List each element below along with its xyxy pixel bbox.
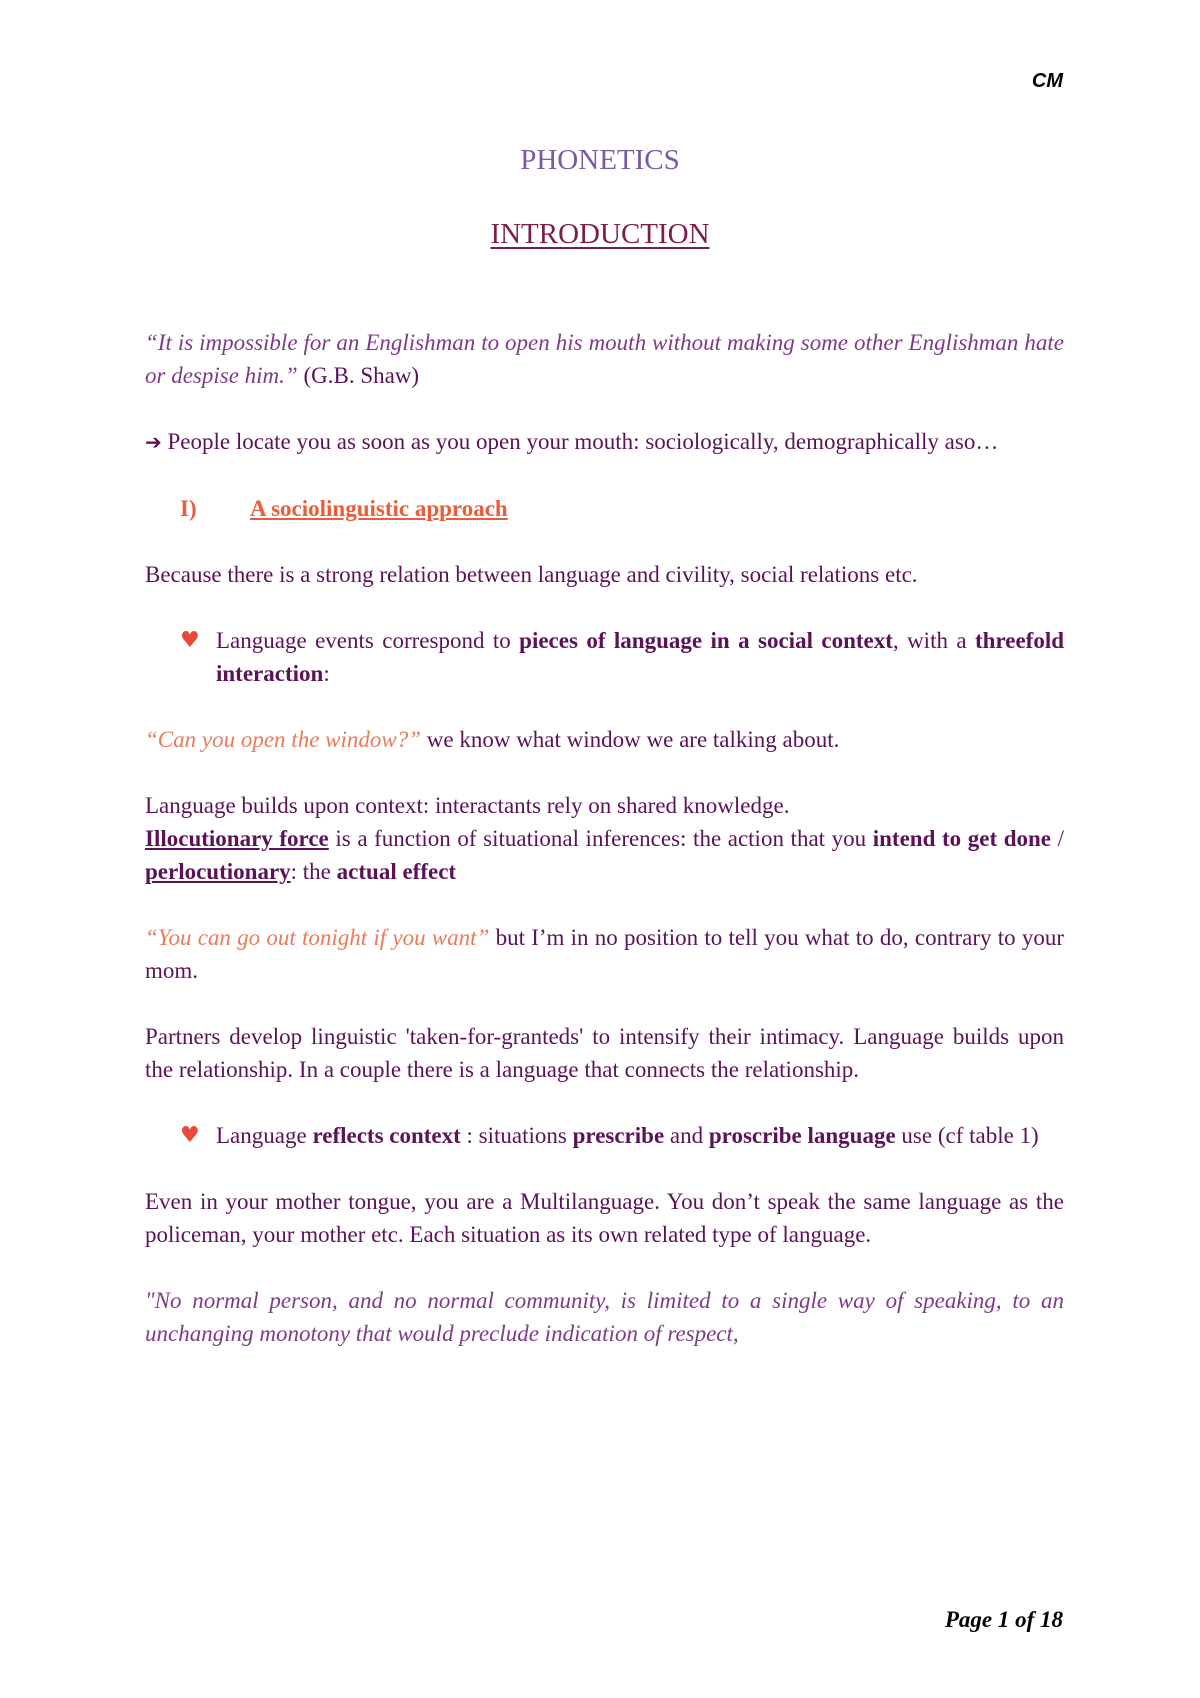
paragraph-civility: Because there is a strong relation between language and civility, social relations etc. [145,562,918,587]
bullet-reflects-context [180,1119,1064,1152]
page-number: Page 1 of 18 [944,1607,1063,1632]
point-people-locate-text: People locate you as soon as you open your mouth: sociologically, demographically aso… [161,429,999,454]
example-go-out-text: but I’m in no position to tell you what to do, contrary to your mom. [145,925,1064,983]
point-people-locate [145,425,1064,459]
example-go-out [145,921,1064,987]
example-go-out-quote: “You can go out tonight if you want” [145,925,490,950]
page-subtitle: INTRODUCTION [490,218,710,250]
paragraph-multilanguage: Even in your mother tongue, you are a Multilanguage. You don’t speak the same language as the policeman, your mother etc. Each situation as its own related type of language. [145,1189,1064,1247]
example-window-quote: “Can you open the window?” [145,727,422,752]
term-illocutionary: Illocutionary force [145,826,329,851]
shaw-quote [145,326,1064,392]
paragraph-illocutionary: Illocutionary force is a function of situational inferences: the action that you intend to get done / perlocutionary: the actual effect [145,826,1065,884]
section-title: A sociolinguistic approach [250,496,508,521]
bullet-reflects-context-text: Language reflects context : situations prescribe and proscribe language use (cf table 1) [216,1123,1039,1148]
arrow-right-icon: ➔ [145,430,162,454]
term-perlocutionary: perlocutionary [145,859,291,884]
section-heading [145,492,1064,525]
example-window-text: we know what window we are talking about. [421,727,840,752]
bullet-language-events [180,624,1064,690]
quote-normal-person: "No normal person, and no normal community, is limited to a single way of speaking, to an unchanging monotony that would preclude indication of respect, [145,1288,1064,1346]
heart-icon: ♥ [180,1123,200,1148]
paragraph-partners: Partners develop linguistic 'taken-for-granteds' to intensify their intimacy. Language builds upon the relationship. In a couple there is a language that connects the relationship. [145,1024,1064,1082]
header-initials: CM [1031,70,1063,92]
shaw-quote-text: “It is impossible for an Englishman to open his mouth without making some other Englishman hate or despise him.” [145,330,1064,388]
page-title: PHONETICS [520,144,680,176]
heart-icon: ♥ [180,628,200,653]
section-number: I) [180,496,197,521]
body-content [145,326,1064,1383]
paragraph-context: Language builds upon context: interactants rely on shared knowledge. [145,793,790,818]
example-window [145,723,1064,756]
shaw-attribution: (G.B. Shaw) [297,363,420,388]
bullet-language-events-text: Language events correspond to pieces of language in a social context, with a threefold interaction: [216,628,1065,686]
